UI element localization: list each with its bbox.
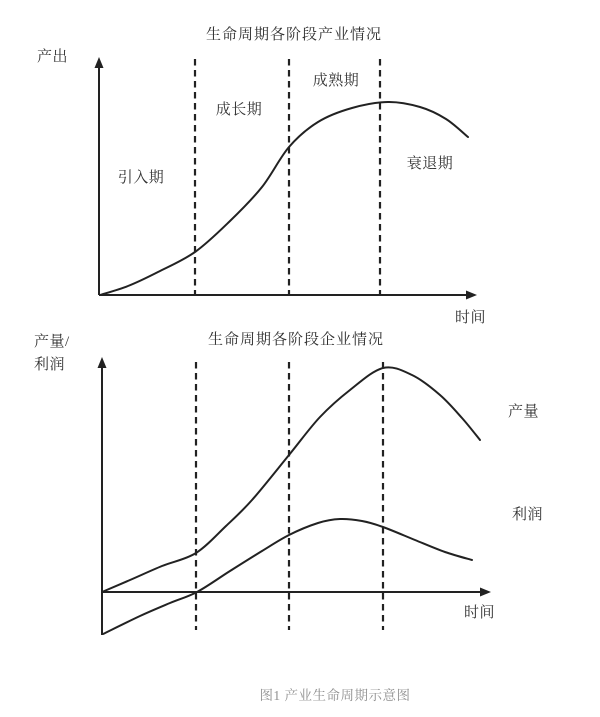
figure-caption: 图1 产业生命周期示意图 (259, 688, 411, 703)
chart2-x-axis-label: 时间 (464, 605, 496, 621)
chart2-y-axis-label-line2: 利润 (34, 357, 66, 373)
chart2-title: 生命周期各阶段企业情况 (207, 332, 385, 348)
chart1-title: 生命周期各阶段产业情况 (205, 27, 383, 43)
stage-label-decline: 衰退期 (406, 156, 454, 172)
chart1-y-axis-label: 产出 (37, 49, 69, 65)
stage-label-growth: 成长期 (215, 102, 263, 118)
chart2-y-axis-label-line1: 产量/ (34, 334, 70, 350)
stage-label-maturity: 成熟期 (312, 73, 360, 89)
series-label-profit: 利润 (512, 507, 544, 523)
series-label-output: 产量 (508, 404, 540, 420)
stage-label-introduction: 引入期 (117, 170, 165, 186)
chart1-x-axis-label: 时间 (455, 310, 487, 326)
